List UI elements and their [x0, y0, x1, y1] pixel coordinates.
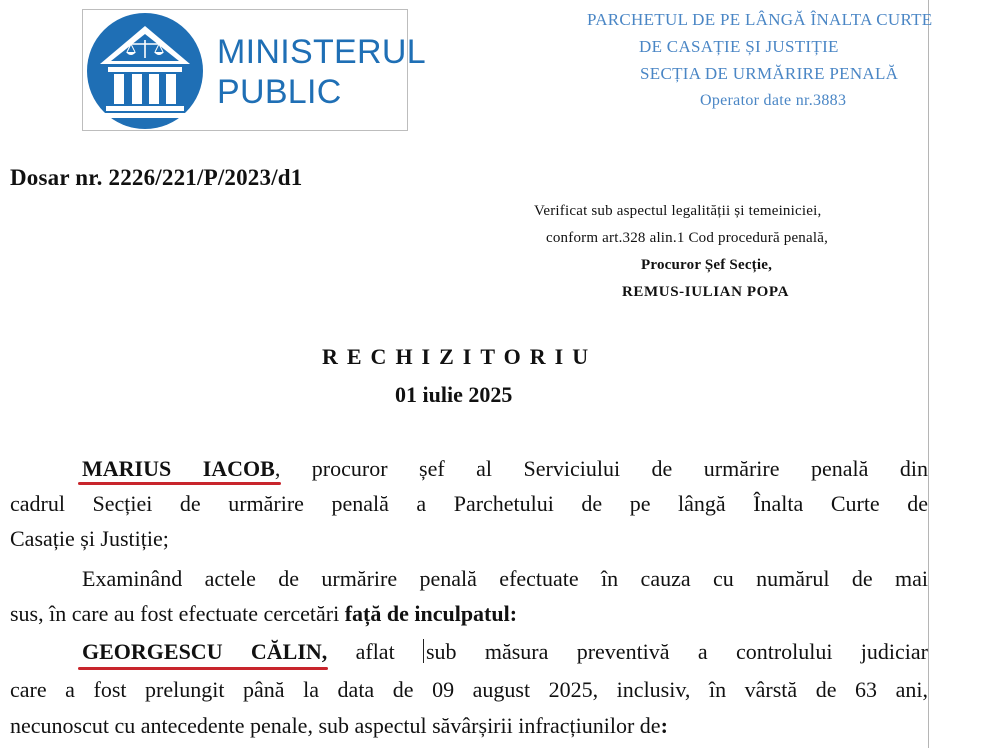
- colon: :: [660, 713, 668, 738]
- body-line-5: [10, 600, 928, 628]
- verification-role: Procuror Șef Secție,: [641, 257, 773, 273]
- body-line-4: [10, 565, 928, 593]
- body-text: , procuror șef al Serviciului de urmărire penală din: [274, 456, 928, 481]
- institution-line-2: DE CASAȚIE ȘI JUSTIȚIE: [639, 37, 839, 56]
- body-line-2: cadrul Secției de urmărire penală a Parchetului de pe lângă Înalta Curte de: [10, 491, 928, 516]
- institution-line-1: PARCHETUL DE PE LÂNGĂ ÎNALTA CURTE: [587, 10, 933, 29]
- body-text: aflat: [327, 639, 423, 664]
- text-cursor: [423, 639, 424, 663]
- verification-signer: REMUS-IULIAN POPA: [622, 284, 790, 300]
- temple-scales-icon: [86, 12, 204, 130]
- logo-line-2: PUBLIC: [217, 73, 342, 111]
- prosecutor-name: MARIUS IACOB: [82, 456, 275, 481]
- body-text: sus, în care au fost efectuate cercetări: [10, 601, 345, 626]
- logo-wordmark: [217, 32, 426, 112]
- body-line-7: care a fost prelungit până la data de 09 august 2025, inclusiv, în vârstă de 63 ani,: [10, 677, 928, 702]
- body-line-6: [10, 638, 928, 666]
- body-bold-text: față de inculpatul:: [344, 601, 518, 626]
- logo-line-1: MINISTERUL: [217, 33, 426, 71]
- body-line-3: Casație și Justiție;: [10, 526, 169, 551]
- institution-line-3: SECȚIA DE URMĂRIRE PENALĂ: [640, 64, 899, 83]
- verification-line-2: conform art.328 alin.1 Cod procedură penală,: [546, 230, 829, 246]
- document-date: 01 iulie 2025: [395, 382, 513, 407]
- page-right-edge: [928, 0, 929, 748]
- defendant-name: GEORGESCU CĂLIN: [82, 639, 322, 664]
- red-underline: [78, 667, 328, 670]
- verification-line-1: Verificat sub aspectul legalității și temeiniciei,: [534, 203, 822, 219]
- document-title: RECHIZITORIU: [322, 344, 598, 369]
- body-line-1: [10, 455, 928, 483]
- red-underline: [78, 482, 281, 485]
- comma: ,: [321, 639, 328, 664]
- body-text: sub măsura preventivă a controlului judiciar: [426, 639, 928, 664]
- case-number: Dosar nr. 2226/221/P/2023/d1: [10, 165, 303, 190]
- body-text: Examinând actele de urmărire penală efectuate în cauza cu numărul de mai: [82, 566, 928, 591]
- ministerul-public-logo: [82, 9, 426, 131]
- body-text: necunoscut cu antecedente penale, sub aspectul săvârșirii infracțiunilor de: [10, 713, 661, 738]
- body-line-8: [10, 712, 928, 740]
- operator-number: Operator date nr.3883: [700, 92, 847, 109]
